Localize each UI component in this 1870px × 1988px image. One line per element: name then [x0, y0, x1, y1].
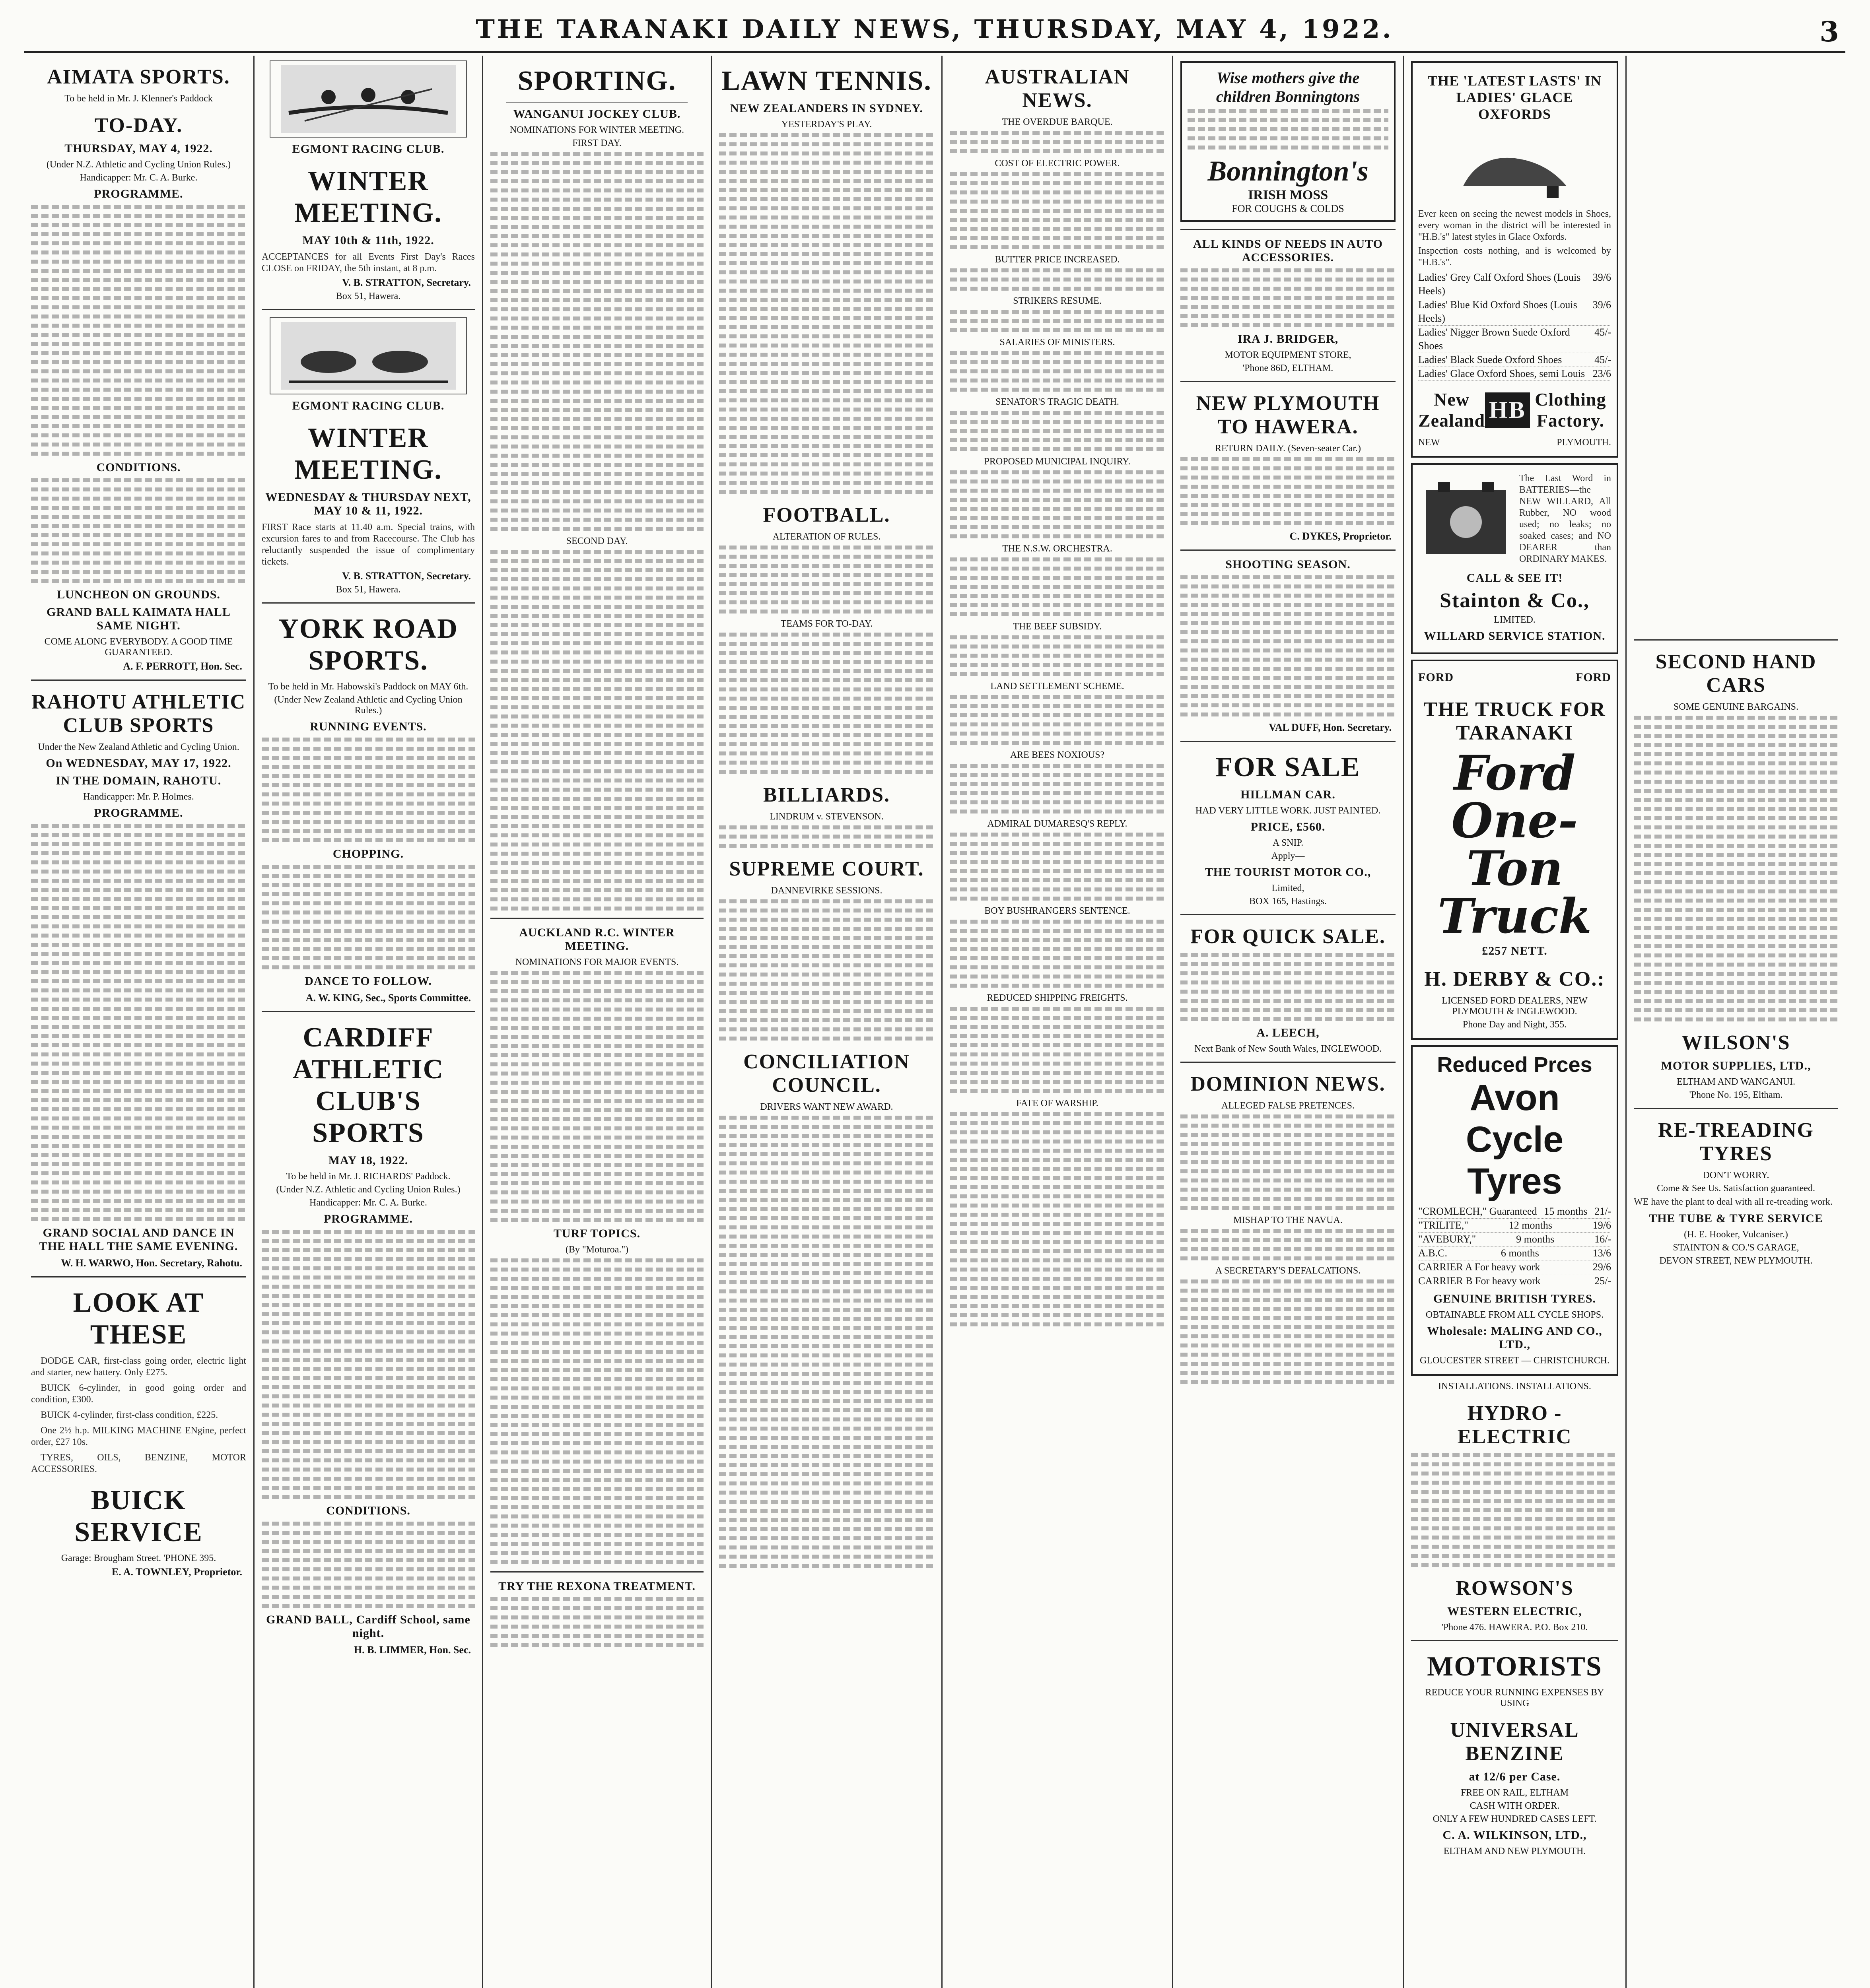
ford-nett: £257 NETT.	[1482, 944, 1547, 957]
rahotu-title: RAHOTU ATHLETIC CLUB SPORTS	[31, 691, 246, 737]
forsale-co: THE TOURIST MOTOR CO.,	[1205, 866, 1371, 879]
ford-licensed: LICENSED FORD DEALERS, NEW PLYMOUTH & INGLEWOOD.	[1442, 996, 1588, 1017]
egmont2-club: EGMONT RACING CLUB.	[292, 399, 445, 412]
york-title: YORK ROAD SPORTS.	[278, 613, 458, 676]
bridger-head: ALL KINDS OF NEEDS IN AUTO ACCESSORIES.	[1193, 237, 1383, 264]
forsale-price: PRICE, £560.	[1250, 820, 1326, 833]
football-alteration: ALTERATION OF RULES.	[772, 532, 881, 542]
bonnington-product: IRISH MOSS	[1248, 188, 1328, 202]
aimata-events	[31, 205, 246, 456]
page-number: 3	[1819, 15, 1841, 48]
aimata-ball: GRAND BALL KAIMATA HALL SAME NIGHT.	[47, 606, 231, 632]
cars-sub: SOME GENUINE BARGAINS.	[1673, 702, 1798, 712]
forsale-text: HAD VERY LITTLE WORK. JUST PAINTED.	[1195, 806, 1381, 816]
hydro-install: INSTALLATIONS. INSTALLATIONS.	[1438, 1381, 1591, 1392]
aimata-come: COME ALONG EVERYBODY. A GOOD TIME GUARANTEED.	[44, 637, 233, 658]
egmont1-club: EGMONT RACING CLUB.	[292, 142, 445, 155]
au-head: PROPOSED MUNICIPAL INQUIRY.	[984, 456, 1131, 467]
look-item: One 2½ h.p. MILKING MACHINE ENgine, perfect order, £27 10s.	[31, 1425, 246, 1447]
column-2	[255, 56, 483, 1988]
aimata-conditions: CONDITIONS.	[96, 461, 181, 474]
forsale-car: HILLMAN CAR.	[1240, 788, 1335, 801]
wilkinson-name: C. A. WILKINSON, LTD.,	[1442, 1829, 1587, 1842]
oxfords-ad	[1411, 61, 1618, 458]
york-dance: DANCE TO FOLLOW.	[305, 975, 432, 988]
wanganui-nominations: NOMINATIONS FOR WINTER MEETING.	[509, 125, 684, 135]
avon-row: A.B.C. 6 months 13/6	[1418, 1246, 1611, 1260]
aimata-luncheon: LUNCHEON ON GROUNDS.	[57, 588, 220, 601]
look-item: BUICK 6-cylinder, in good going order and condition, £300.	[31, 1383, 246, 1405]
retread-garage: STAINTON & CO.'S GARAGE,	[1673, 1242, 1799, 1253]
aimata-date: THURSDAY, MAY 4, 1922.	[64, 142, 213, 155]
stainton-name: Stainton & Co.,	[1440, 589, 1590, 612]
look-title: LOOK AT THESE	[73, 1287, 204, 1350]
dominion-item: MISHAP TO THE NAVUA.	[1233, 1215, 1343, 1225]
forsale-box: BOX 165, Hastings.	[1249, 896, 1327, 907]
cars-title: SECOND HAND CARS	[1655, 650, 1817, 697]
avon-ad	[1411, 1045, 1618, 1376]
cardiff-handicapper: Handicapper: Mr. C. A. Burke.	[309, 1198, 427, 1208]
motorists-text: REDUCE YOUR RUNNING EXPENSES BY USING	[1425, 1687, 1604, 1708]
stainton-ltd: LIMITED.	[1494, 615, 1536, 625]
australian-title: AUSTRALIAN NEWS.	[985, 66, 1130, 112]
sporting-title: SPORTING.	[517, 66, 676, 96]
column-1	[24, 56, 255, 1988]
avon-row: CARRIER B For heavy work 25/-	[1418, 1274, 1611, 1288]
wilsons-addr: ELTHAM AND WANGANUI.	[1677, 1077, 1795, 1087]
willard-station: WILLARD SERVICE STATION.	[1424, 629, 1606, 643]
billiards-lindrum: LINDRUM v. STEVENSON.	[770, 812, 884, 822]
look-item: TYRES, OILS, BENZINE, MOTOR ACCESSORIES.	[31, 1452, 246, 1474]
auckland-major: NOMINATIONS FOR MAJOR EVENTS.	[515, 957, 679, 967]
buick-service: BUICK SERVICE	[74, 1485, 203, 1547]
au-head: ADMIRAL DUMARESQ'S REPLY.	[987, 819, 1127, 829]
retread-come: Come & See Us. Satisfaction guaranteed.	[1657, 1183, 1815, 1194]
bonnington-brand: Bonnington's	[1207, 155, 1368, 187]
avon-address: GLOUCESTER STREET — CHRISTCHURCH.	[1420, 1355, 1610, 1366]
masthead-title: THE TARANAKI DAILY NEWS, THURSDAY, MAY 4, 1922.	[476, 14, 1394, 44]
ford-right: FORD	[1576, 671, 1611, 684]
look-item: DODGE CAR, first-class going order, electric light and starter, new battery. Only £275.	[31, 1356, 246, 1378]
rahotu-dance: GRAND SOCIAL AND DANCE IN THE HALL THE SAME EVENING.	[39, 1226, 238, 1253]
football-teams: TEAMS FOR TO-DAY.	[780, 619, 873, 629]
retread-text: WE have the plant to deal with all re-treading work.	[1634, 1197, 1833, 1207]
egmont1-text: ACCEPTANCES for all Events First Day's Races CLOSE on FRIDAY, the 5th instant, at 8 p.m.	[262, 252, 475, 274]
cardiff-sig: H. B. LIMMER, Hon. Sec.	[354, 1644, 471, 1656]
column-4	[712, 56, 943, 1988]
ford-left: FORD	[1418, 671, 1454, 684]
wilsons-phone: 'Phone No. 195, Eltham.	[1689, 1090, 1783, 1100]
oxfords-title: THE 'LATEST LASTS' IN LADIES' GLACE OXFORDS	[1428, 73, 1602, 122]
rowsons-name: ROWSON'S	[1456, 1577, 1574, 1600]
avon-row: "AVEBURY," 9 months 16/-	[1418, 1233, 1611, 1246]
quicksale-head: FOR QUICK SALE.	[1190, 925, 1386, 948]
rahotu-place: IN THE DOMAIN, RAHOTU.	[56, 774, 222, 787]
cardiff-title: CARDIFF ATHLETIC CLUB'S SPORTS	[292, 1022, 444, 1148]
retread-dont: DON'T WORRY.	[1703, 1170, 1769, 1180]
retread-owner: (H. E. Hooker, Vulcaniser.)	[1684, 1229, 1788, 1240]
dominion-item: A SECRETARY'S DEFALCATIONS.	[1215, 1266, 1361, 1276]
au-head: BUTTER PRICE INCREASED.	[995, 254, 1120, 265]
aimata-intro: To be held in Mr. J. Klenner's Paddock	[64, 93, 213, 104]
motorists-only: ONLY A FEW HUNDRED CASES LEFT.	[1433, 1814, 1597, 1824]
retread-title: RE-TREADING TYRES	[1658, 1119, 1814, 1165]
egmont2-dates: WEDNESDAY & THURSDAY NEXT, MAY 10 & 11, 1922.	[265, 491, 471, 517]
bonnington-ad	[1180, 61, 1396, 222]
rowsons-sub: WESTERN ELECTRIC,	[1447, 1605, 1582, 1618]
egmont2-sig: V. B. STRATTON, Secretary.	[342, 570, 471, 582]
rexona-heading: TRY THE REXONA TREATMENT.	[498, 1580, 696, 1593]
ford-dealer: H. DERBY & CO.:	[1424, 968, 1605, 990]
hb-new: NEW	[1418, 437, 1440, 448]
au-head: LAND SETTLEMENT SCHEME.	[990, 681, 1124, 691]
oxfords-intro: Ever keen on seeing the newest models in Shoes, every woman in the district will be interested in "H.B.'s" latest styles in Glace Oxfords.	[1418, 209, 1611, 242]
egmont1-dates: MAY 10th & 11th, 1922.	[302, 234, 434, 247]
avon-price-list	[1418, 1205, 1611, 1288]
quicksale-sig: A. LEECH,	[1256, 1026, 1320, 1039]
supreme-title: SUPREME COURT.	[729, 858, 924, 880]
turf-topics: TURF TOPICS.	[553, 1227, 641, 1240]
column-5	[943, 56, 1173, 1988]
rowers-engraving	[270, 60, 467, 138]
turf-byline: (By "Moturoa.")	[565, 1244, 629, 1255]
rahotu-programme: PROGRAMME.	[94, 806, 183, 819]
hydro-title: HYDRO - ELECTRIC	[1457, 1402, 1572, 1448]
buick-garage: Garage: Brougham Street. 'PHONE 395.	[61, 1553, 216, 1563]
au-head: STRIKERS RESUME.	[1013, 296, 1102, 306]
price-row: Ladies' Glace Oxford Shoes, semi Louis 23/6	[1418, 367, 1611, 381]
motorists-title: MOTORISTS	[1427, 1651, 1602, 1682]
rahotu-events	[31, 824, 246, 1221]
egmont1-title: WINTER MEETING.	[294, 166, 442, 228]
york-sig: A. W. KING, Sec., Sports Committee.	[305, 992, 471, 1004]
firstday-heading: FIRST DAY.	[572, 138, 622, 148]
rahotu-date: On WEDNESDAY, MAY 17, 1922.	[46, 757, 231, 770]
rahotu-handicapper: Handicapper: Mr. P. Holmes.	[83, 792, 194, 802]
aimata-rules: (Under N.Z. Athletic and Cycling Union Rules.)	[46, 159, 231, 170]
cardiff-programme: PROGRAMME.	[323, 1212, 413, 1225]
cardiff-ball: GRAND BALL, Cardiff School, same night.	[266, 1613, 470, 1640]
look-item: BUICK 4-cylinder, first-class condition, £225.	[41, 1410, 218, 1420]
au-head: THE BEEF SUBSIDY.	[1013, 621, 1102, 632]
football-title: FOOTBALL.	[763, 504, 890, 526]
au-head: FATE OF WARSHIP.	[1016, 1098, 1098, 1109]
motorists-price: at 12/6 per Case.	[1469, 1770, 1561, 1783]
avon-title: Avon Cycle Tyres	[1466, 1077, 1564, 1202]
cardiff-date: MAY 18, 1922.	[328, 1154, 408, 1167]
york-running: RUNNING EVENTS.	[310, 720, 427, 733]
motorists-benzine: UNIVERSAL BENZINE	[1450, 1719, 1579, 1765]
price-row: Ladies' Nigger Brown Suede Oxford Shoes 45/-	[1418, 326, 1611, 353]
aimata-handicapper: Handicapper: Mr. C. A. Burke.	[80, 173, 198, 183]
cardiff-rules: (Under N.Z. Athletic and Cycling Union Rules.)	[276, 1184, 461, 1195]
hb-clothing: Clothing Factory.	[1535, 389, 1606, 431]
avon-wholesale: Wholesale: MALING AND CO., LTD.,	[1427, 1324, 1602, 1351]
horses-engraving	[270, 317, 467, 394]
tennis-nz: NEW ZEALANDERS IN SYDNEY.	[730, 102, 923, 115]
au-head: BOY BUSHRANGERS SENTENCE.	[984, 906, 1130, 916]
au-head: THE N.S.W. ORCHESTRA.	[1002, 544, 1112, 554]
shooting-head: SHOOTING SEASON.	[1225, 558, 1351, 571]
aimata-secretary: A. F. PERROTT, Hon. Sec.	[123, 660, 242, 672]
bridger-phone: 'Phone 86D, ELTHAM.	[1242, 363, 1333, 373]
tennis-title: LAWN TENNIS.	[721, 66, 932, 96]
retread-street: DEVON STREET, NEW PLYMOUTH.	[1659, 1256, 1813, 1266]
newspaper-columns	[24, 56, 1845, 1988]
rowsons-phone: 'Phone 476. HAWERA. P.O. Box 210.	[1441, 1622, 1588, 1633]
hb-logo: HB	[1485, 392, 1530, 428]
avon-reduced: Reduced Prces	[1437, 1053, 1592, 1077]
bridger-co: MOTOR EQUIPMENT STORE,	[1225, 350, 1351, 360]
auckland-heading: AUCKLAND R.C. WINTER MEETING.	[519, 926, 675, 953]
willard-call: CALL & SEE IT!	[1466, 571, 1563, 584]
bridger-name: IRA J. BRIDGER,	[1237, 332, 1339, 346]
egmont2-box: Box 51, Hawera.	[336, 584, 401, 595]
cardiff-intro: To be held in Mr. J. RICHARDS' Paddock.	[286, 1171, 451, 1182]
buick-owner: E. A. TOWNLEY, Proprietor.	[111, 1566, 242, 1578]
wanganui-jockey: WANGANUI JOCKEY CLUB.	[513, 107, 681, 120]
secondday-heading: SECOND DAY.	[566, 536, 628, 546]
forsale-snip: A SNIP.	[1272, 838, 1304, 848]
hb-plymouth: PLYMOUTH.	[1557, 437, 1611, 448]
willard-ad	[1411, 463, 1618, 654]
wilkinson-addr: ELTHAM AND NEW PLYMOUTH.	[1443, 1846, 1586, 1856]
supreme-dannevirke: DANNEVIRKE SESSIONS.	[771, 885, 883, 896]
hb-nz: New Zealand	[1418, 389, 1485, 431]
price-row: Ladies' Grey Calf Oxford Shoes (Louis Heels) 39/6	[1418, 271, 1611, 298]
wilsons-name: WILSON'S	[1681, 1031, 1790, 1054]
avon-row: CARRIER A For heavy work 29/6	[1418, 1260, 1611, 1274]
aimata-title: AIMATA SPORTS.	[47, 66, 230, 88]
np-hawera-head: NEW PLYMOUTH TO HAWERA.	[1196, 392, 1380, 438]
shooting-sig: VAL DUFF, Hon. Secretary.	[1269, 722, 1392, 733]
forsale-head: FOR SALE	[1215, 752, 1361, 782]
au-head: COST OF ELECTRIC POWER.	[995, 158, 1120, 169]
price-row: Ladies' Black Suede Oxford Shoes 45/-	[1418, 353, 1611, 367]
egmont1-box: Box 51, Hawera.	[336, 291, 401, 301]
np-hawera-sub: RETURN DAILY. (Seven-seater Car.)	[1215, 443, 1361, 454]
oxfords-welcome: Inspection costs nothing, and is welcomed by "H.B.'s".	[1418, 246, 1611, 268]
bonnington-for: FOR COUGHS & COLDS	[1232, 203, 1344, 214]
ford-ad	[1411, 660, 1618, 1040]
au-head: REDUCED SHIPPING FREIGHTS.	[987, 993, 1128, 1003]
np-hawera-sig: C. DYKES, Proprietor.	[1289, 530, 1392, 542]
motorists-rail: FREE ON RAIL, ELTHAM	[1460, 1788, 1569, 1798]
dominion-head: DOMINION NEWS.	[1190, 1073, 1386, 1095]
avon-genuine: GENUINE BRITISH TYRES.	[1433, 1292, 1596, 1305]
tennis-yesterday: YESTERDAY'S PLAY.	[781, 119, 872, 130]
conciliation-title: CONCILIATION COUNCIL.	[743, 1050, 910, 1097]
dominion-item: ALLEGED FALSE PRETENCES.	[1221, 1101, 1355, 1111]
shoe-illustration	[1418, 126, 1611, 206]
look-items	[31, 1355, 246, 1475]
battery-illustration	[1418, 470, 1514, 566]
ford-phone: Phone Day and Night, 355.	[1462, 1019, 1567, 1030]
column-6	[1173, 56, 1404, 1988]
egmont1-sig: V. B. STRATTON, Secretary.	[342, 277, 471, 288]
billiards-title: BILLIARDS.	[763, 784, 890, 806]
avon-row: "TRILITE," 12 months 19/6	[1418, 1219, 1611, 1233]
wilsons-supplies: MOTOR SUPPLIES, LTD.,	[1661, 1059, 1811, 1072]
aimata-programme: PROGRAMME.	[94, 187, 183, 200]
bonnington-slogan: Wise mothers give the children Bonningtons	[1216, 69, 1360, 105]
au-head: THE OVERDUE BARQUE.	[1002, 117, 1113, 127]
rahotu-secretary: W. H. WARWO, Hon. Secretary, Rahotu.	[61, 1257, 242, 1269]
motorists-cash: CASH WITH ORDER.	[1470, 1801, 1560, 1811]
york-chopping: CHOPPING.	[332, 847, 404, 860]
au-head: ARE BEES NOXIOUS?	[1010, 750, 1105, 760]
column-8	[1627, 56, 1845, 1988]
avon-obtainable: OBTAINABLE FROM ALL CYCLE SHOPS.	[1425, 1310, 1604, 1320]
avon-row: "CROMLECH," Guaranteed 15 months 21/-	[1418, 1205, 1611, 1219]
ford-title: THE TRUCK FOR TARANAKI	[1423, 698, 1606, 744]
masthead	[24, 7, 1845, 53]
york-intro: To be held in Mr. Habowski's Paddock on MAY 6th.	[268, 681, 468, 692]
forsale-ltd: Limited,	[1271, 883, 1304, 893]
quicksale-addr: Next Bank of New South Wales, INGLEWOOD.	[1194, 1044, 1382, 1054]
au-head: SENATOR'S TRAGIC DEATH.	[995, 397, 1119, 407]
price-row: Ladies' Blue Kid Oxford Shoes (Louis Heels) 39/6	[1418, 298, 1611, 326]
column-3	[483, 56, 712, 1988]
rahotu-rules: Under the New Zealand Athletic and Cycling Union.	[38, 742, 239, 752]
au-head: SALARIES OF MINISTERS.	[999, 337, 1115, 348]
aimata-today: TO-DAY.	[94, 114, 183, 137]
retread-service: THE TUBE & TYRE SERVICE	[1649, 1212, 1823, 1225]
egmont2-text: FIRST Race starts at 11.40 a.m. Special trains, with excursion fares to and from Racecourse. The Club has reluctantly suspended the issue of complimentary tickets.	[262, 522, 475, 567]
egmont2-title: WINTER MEETING.	[294, 423, 442, 485]
ford-script-logo: Ford One-Ton Truck	[1437, 745, 1592, 944]
column-7	[1404, 56, 1627, 1988]
cardiff-conditions: CONDITIONS.	[326, 1504, 410, 1517]
oxfords-price-list	[1418, 271, 1611, 381]
willard-text: The Last Word in BATTERIES—the NEW WILLARD, All Rubber, NO wood used; no leaks; no soaked cases; and NO DEARER than ORDINARY MAKES.	[1519, 473, 1611, 564]
conciliation-drivers: DRIVERS WANT NEW AWARD.	[760, 1102, 893, 1112]
york-rules: (Under New Zealand Athletic and Cycling Union Rules.)	[274, 695, 463, 716]
forsale-apply: Apply—	[1271, 851, 1305, 861]
